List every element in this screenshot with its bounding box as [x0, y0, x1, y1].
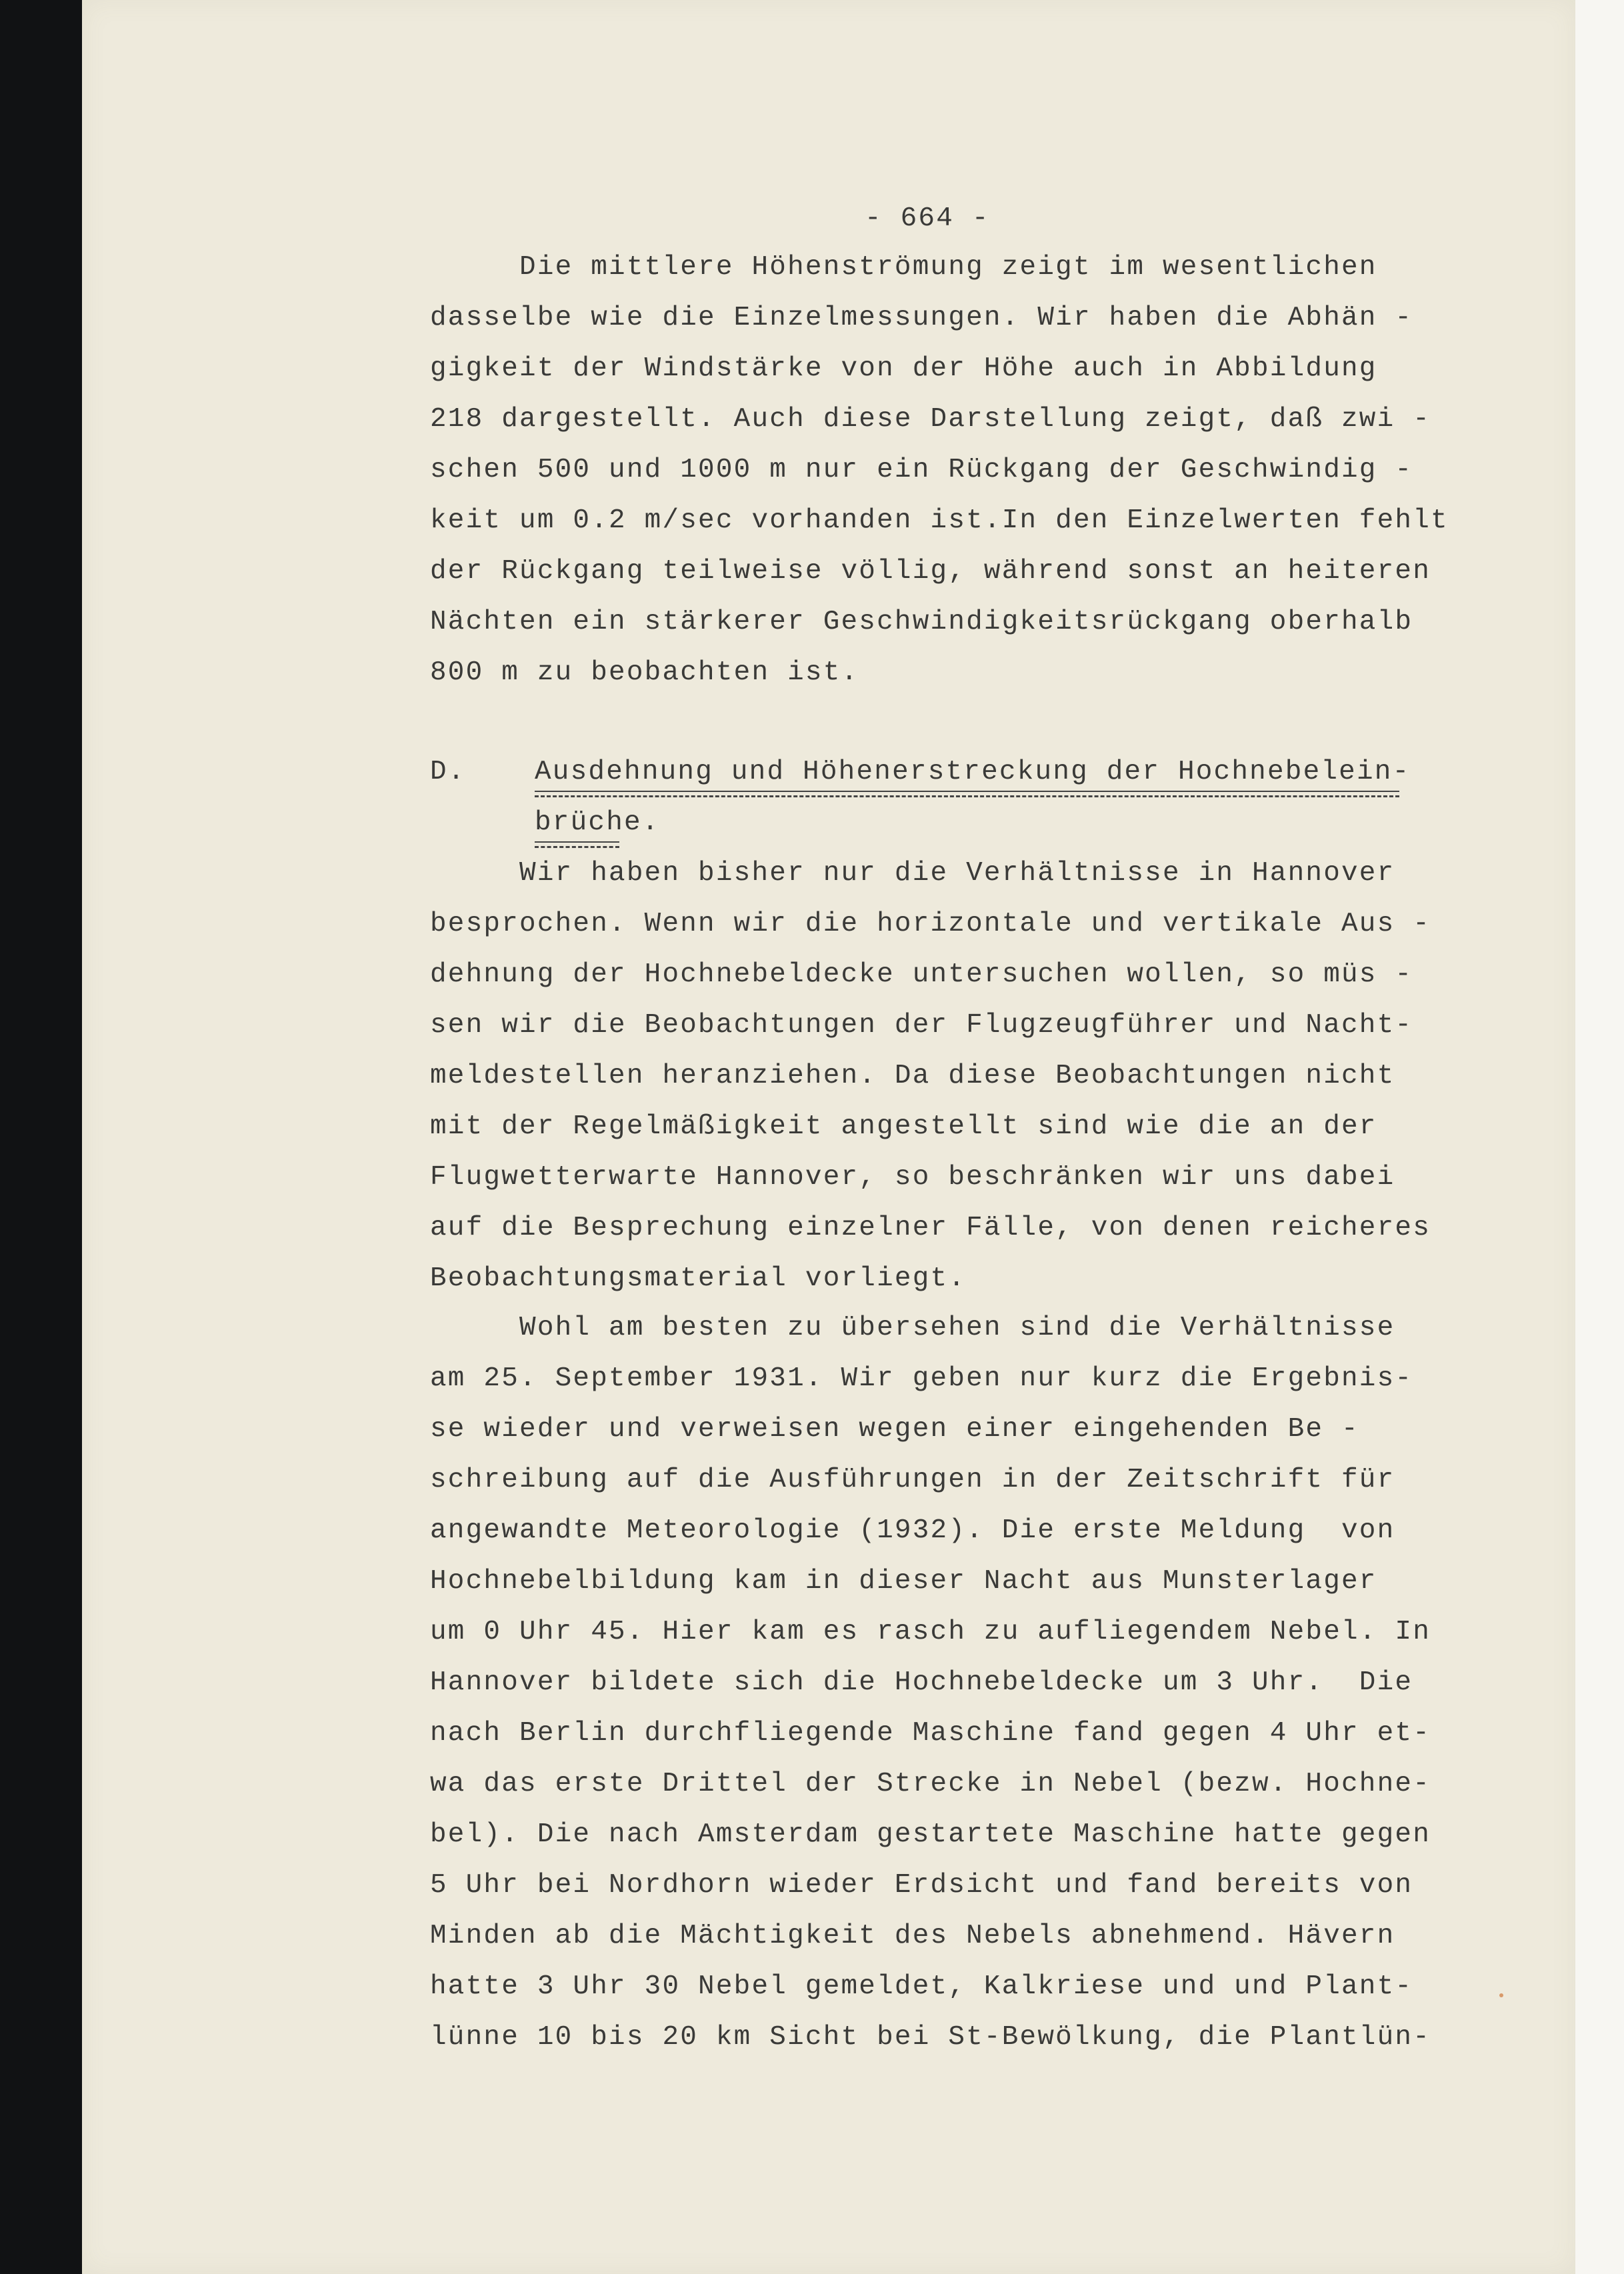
text-line: Hannover bildete sich die Hochnebeldecke um 3 Uhr. Die — [430, 1667, 1413, 1698]
text-line: nach Berlin durchfliegende Maschine fand gegen 4 Uhr et- — [430, 1718, 1431, 1749]
title-underline — [535, 841, 619, 843]
text-line: Wir haben bisher nur die Verhältnisse in Hannover — [430, 858, 1395, 889]
text-line: hatte 3 Uhr 30 Nebel gemeldet, Kalkriese und und Plant- — [430, 1971, 1413, 2002]
text-line: schen 500 und 1000 m nur ein Rückgang der Geschwindig - — [430, 455, 1413, 485]
text-line: um 0 Uhr 45. Hier kam es rasch zu aufliegendem Nebel. In — [430, 1617, 1431, 1647]
text-line: Nächten ein stärkerer Geschwindigkeitsrückgang oberhalb — [430, 607, 1413, 637]
text-line: dasselbe wie die Einzelmessungen. Wir haben die Abhän - — [430, 303, 1413, 333]
text-line: se wieder und verweisen wegen einer eingehenden Be - — [430, 1414, 1359, 1445]
text-line: am 25. September 1931. Wir geben nur kurz die Ergebnis- — [430, 1363, 1413, 1394]
paragraph-1 — [430, 252, 1449, 688]
paragraph-2 — [430, 858, 1443, 1294]
text-line: besprochen. Wenn wir die horizontale und vertikale Aus - — [430, 909, 1431, 939]
text-line: Die mittlere Höhenströmung zeigt im wesentlichen — [430, 252, 1377, 283]
text-line: Minden ab die Mächtigkeit des Nebels abnehmend. Hävern — [430, 1921, 1395, 1951]
paper-stain — [1499, 1993, 1503, 1997]
text-line: wa das erste Drittel der Strecke in Nebel (bezw. Hochne- — [430, 1769, 1431, 1799]
title-dashed-underline — [535, 846, 619, 848]
section-title-end: . — [641, 807, 660, 838]
section-title-word: brüche — [535, 807, 642, 838]
text-line: schreibung auf die Ausführungen in der Zeitschrift für — [430, 1465, 1395, 1495]
text-line: angewandte Meteorologie (1932). Die erste Meldung von — [430, 1515, 1395, 1546]
text-line: mit der Regelmäßigkeit angestellt sind wie die an der — [430, 1111, 1377, 1142]
text-line: keit um 0.2 m/sec vorhanden ist.In den Einzelwerten fehlt — [430, 505, 1449, 536]
text-line: gigkeit der Windstärke von der Höhe auch in Abbildung — [430, 353, 1377, 384]
scan-edge — [1575, 0, 1624, 2274]
text-line: Flugwetterwarte Hannover, so beschränken wir uns dabei — [430, 1162, 1395, 1193]
text-line: dehnung der Hochnebeldecke untersuchen wollen, so müs - — [430, 959, 1413, 990]
section-title-line-2 — [535, 807, 660, 838]
section-letter: D. — [430, 757, 466, 787]
section-title-line-1: Ausdehnung und Höhenerstreckung der Hochnebelein- — [535, 757, 1411, 787]
text-line: Beobachtungsmaterial vorliegt. — [430, 1263, 967, 1294]
text-line: bel). Die nach Amsterdam gestartete Maschine hatte gegen — [430, 1819, 1431, 1850]
title-underline — [535, 791, 1399, 792]
text-line: auf die Besprechung einzelner Fälle, von denen reicheres — [430, 1213, 1431, 1243]
title-dashed-underline — [535, 795, 1399, 797]
text-line: lünne 10 bis 20 km Sicht bei St-Bewölkung, die Plantlün- — [430, 2022, 1431, 2053]
text-line: 5 Uhr bei Nordhorn wieder Erdsicht und fand bereits von — [430, 1870, 1413, 1901]
text-line: sen wir die Beobachtungen der Flugzeugführer und Nacht- — [430, 1010, 1413, 1041]
text-line: Hochnebelbildung kam in dieser Nacht aus Munsterlager — [430, 1566, 1377, 1597]
text-line: Wohl am besten zu übersehen sind die Verhältnisse — [430, 1313, 1395, 1343]
text-line: meldestellen heranziehen. Da diese Beobachtungen nicht — [430, 1061, 1395, 1091]
text-line: 800 m zu beobachten ist. — [430, 657, 859, 688]
document-page — [82, 0, 1575, 2274]
page-number: - 664 - — [865, 203, 990, 234]
text-line: der Rückgang teilweise völlig, während sonst an heiteren — [430, 556, 1431, 587]
text-line: 218 dargestellt. Auch diese Darstellung zeigt, daß zwi - — [430, 404, 1431, 435]
paragraph-3 — [430, 1313, 1443, 2053]
